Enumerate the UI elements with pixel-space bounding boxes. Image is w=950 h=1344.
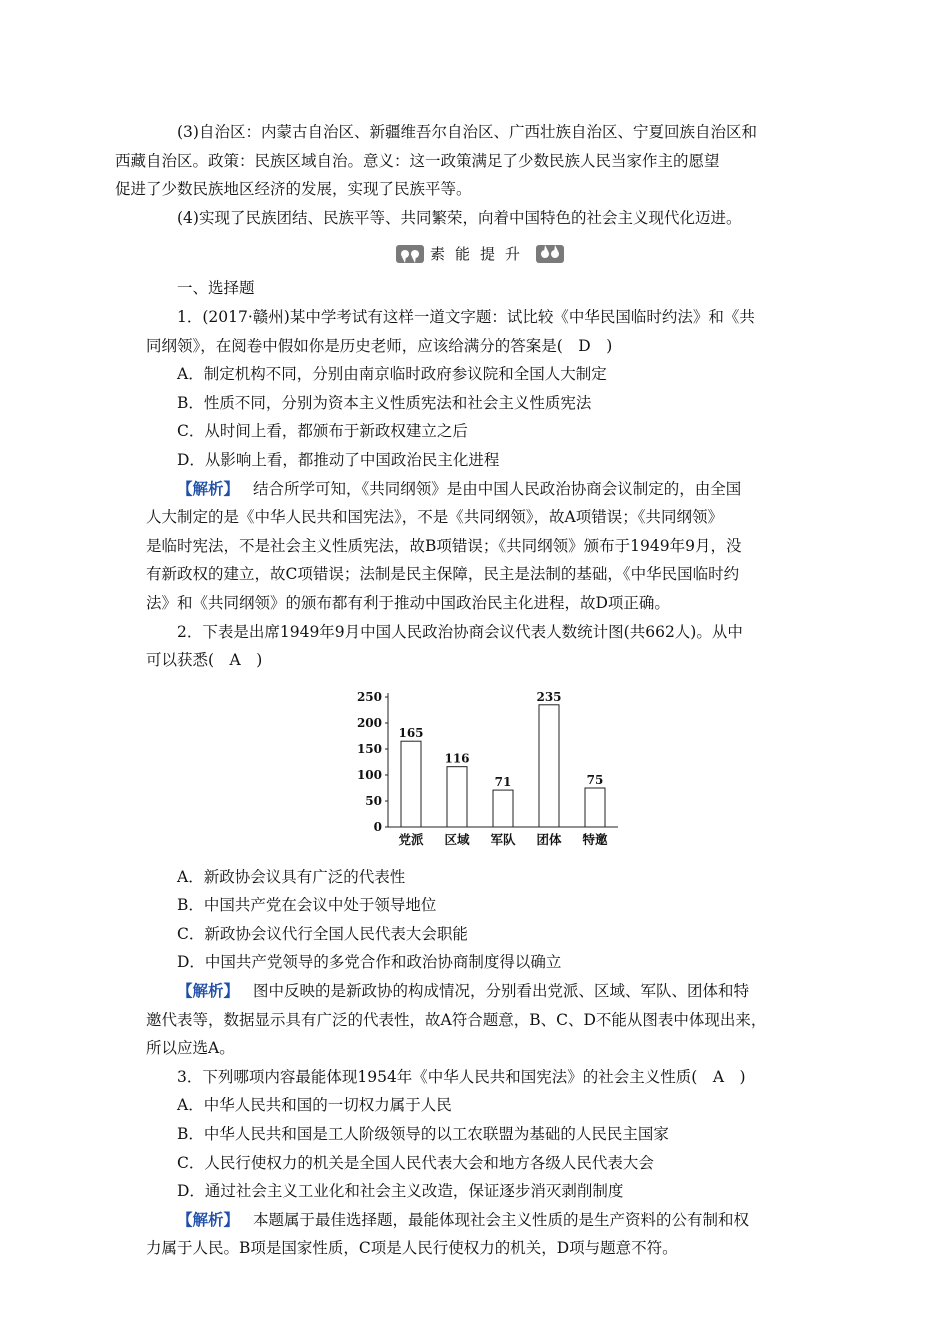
bar bbox=[493, 790, 513, 827]
bar-value-label: 116 bbox=[444, 751, 470, 766]
y-tick-label: 150 bbox=[356, 741, 382, 756]
y-tick-label: 50 bbox=[365, 793, 382, 808]
q3-analysis-line-2: 力属于人民。B项是国家性质，C项是人民行使权力的机关，D项与题意不符。 bbox=[146, 1239, 678, 1258]
bar bbox=[401, 741, 421, 827]
banner-title: 素能提升 bbox=[429, 245, 530, 264]
bar bbox=[539, 704, 559, 826]
bar-value-label: 75 bbox=[586, 772, 604, 787]
x-tick-label: 区域 bbox=[444, 831, 470, 847]
q1-option-c: C．从时间上看，都颁布于新政权建立之后 bbox=[177, 422, 468, 441]
bar bbox=[585, 788, 605, 827]
q3-option-c: C．人民行使权力的机关是全国人民代表大会和地方各级人民代表大会 bbox=[177, 1153, 654, 1172]
q3-analysis-line-1: 本题属于最佳选择题，最能体现社会主义性质的是生产资料的公有制和权 bbox=[253, 1210, 750, 1229]
q2-option-a: A．新政协会议具有广泛的代表性 bbox=[177, 867, 406, 886]
q2-analysis-line-3: 所以应选A。 bbox=[146, 1039, 235, 1058]
q2-analysis-line-2: 邀代表等，数据显示具有广泛的代表性，故A符合题意，B、C、D不能从图表中体现出来， bbox=[146, 1010, 767, 1029]
answer-3-line-2: 西藏自治区。政策：民族区域自治。意义：这一政策满足了少数民族人民当家作主的愿望 bbox=[115, 151, 720, 170]
q2-stem-line-2: 可以获悉( A ) bbox=[146, 651, 263, 670]
q3-option-a: A．中华人民共和国的一切权力属于人民 bbox=[177, 1096, 452, 1115]
y-tick-label: 0 bbox=[373, 819, 382, 834]
open-quote-icon bbox=[396, 243, 424, 265]
section-banner bbox=[146, 234, 814, 274]
answer-paragraph-3 bbox=[115, 118, 814, 204]
q3-stem: 3．下列哪项内容最能体现1954年《中华人民共和国宪法》的社会主义性质( A ) bbox=[177, 1067, 746, 1086]
q1-option-a: A．制定机构不同，分别由南京临时政府参议院和全国人大制定 bbox=[177, 365, 607, 384]
analysis-tag: 【解析】 bbox=[177, 981, 240, 1001]
q1-analysis bbox=[146, 475, 814, 618]
q1-stem-line-2: 同纲领》，在阅卷中假如你是历史老师，应该给满分的答案是( D ) bbox=[146, 336, 613, 355]
analysis-tag: 【解析】 bbox=[177, 478, 240, 498]
answer-3-line-1: (3)自治区：内蒙古自治区、新疆维吾尔自治区、广西壮族自治区、宁夏回族自治区和 bbox=[177, 123, 757, 141]
q1-analysis-line-2: 人大制定的是《中华人民共和国宪法》，不是《共同纲领》，故A项错误；《共同纲领》 bbox=[146, 508, 723, 527]
q1-analysis-line-3: 是临时宪法，不是社会主义性质宪法，故B项错误；《共同纲领》颁布于1949年9月，没 bbox=[146, 536, 742, 555]
section-title: 一、选择题 bbox=[177, 279, 255, 298]
bar-value-label: 71 bbox=[494, 774, 512, 789]
y-tick-label: 250 bbox=[356, 689, 382, 704]
q2-option-d: D．中国共产党领导的多党合作和政治协商制度得以确立 bbox=[177, 953, 562, 972]
y-tick-label: 100 bbox=[356, 767, 382, 782]
q2-stem-line-1: 2．下表是出席1949年9月中国人民政治协商会议代表人数统计图(共662人)。从中 bbox=[177, 622, 743, 641]
answer-paragraph-4: (4)实现了民族团结、民族平等、共同繁荣，向着中国特色的社会主义现代化迈进。 bbox=[177, 208, 742, 227]
chart-svg bbox=[348, 685, 628, 857]
q1-option-b: B．性质不同，分别为资本主义性质宪法和社会主义性质宪法 bbox=[177, 393, 592, 412]
x-tick-label: 团体 bbox=[536, 831, 562, 847]
q2-analysis bbox=[146, 977, 814, 1063]
analysis-tag: 【解析】 bbox=[177, 1209, 240, 1229]
q2-option-b: B．中国共产党在会议中处于领导地位 bbox=[177, 896, 437, 915]
q3-option-b: B．中华人民共和国是工人阶级领导的以工农联盟为基础的人民民主国家 bbox=[177, 1125, 669, 1144]
q2-analysis-line-1: 图中反映的是新政协的构成情况，分别看出党派、区域、军队、团体和特 bbox=[253, 982, 750, 1001]
q1-stem-line-1: 1．(2017·赣州)某中学考试有这样一道文字题：试比较《中华民国临时约法》和《共 bbox=[177, 307, 755, 326]
q2-option-c: C．新政协会议代行全国人民代表大会职能 bbox=[177, 924, 468, 943]
bar bbox=[447, 766, 467, 826]
x-tick-label: 特邀 bbox=[582, 831, 608, 847]
q1-stem bbox=[146, 303, 814, 360]
delegates-bar-chart bbox=[348, 685, 628, 857]
y-tick-label: 200 bbox=[356, 715, 382, 730]
q2-stem bbox=[146, 618, 814, 675]
q1-analysis-line-4: 有新政权的建立，故C项错误；法制是民主保障，民主是法制的基础，《中华民国临时约 bbox=[146, 565, 740, 584]
document-page bbox=[115, 118, 814, 1263]
q1-option-d: D．从影响上看，都推动了中国政治民主化进程 bbox=[177, 450, 500, 469]
close-quote-icon bbox=[536, 243, 564, 265]
q1-analysis-line-5: 法》和《共同纲领》的颁布都有利于推动中国政治民主化进程，故D项正确。 bbox=[146, 593, 670, 612]
q3-analysis bbox=[146, 1206, 814, 1263]
q3-option-d: D．通过社会主义工业化和社会主义改造，保证逐步消灭剥削制度 bbox=[177, 1182, 624, 1201]
x-tick-label: 党派 bbox=[398, 831, 424, 847]
bar-value-label: 235 bbox=[536, 689, 562, 704]
answer-3-line-3: 促进了少数民族地区经济的发展，实现了民族平等。 bbox=[115, 180, 472, 199]
q1-analysis-line-1: 结合所学可知，《共同纲领》是由中国人民政治协商会议制定的，由全国 bbox=[253, 479, 742, 498]
x-tick-label: 军队 bbox=[490, 831, 516, 847]
bar-value-label: 165 bbox=[398, 725, 424, 740]
